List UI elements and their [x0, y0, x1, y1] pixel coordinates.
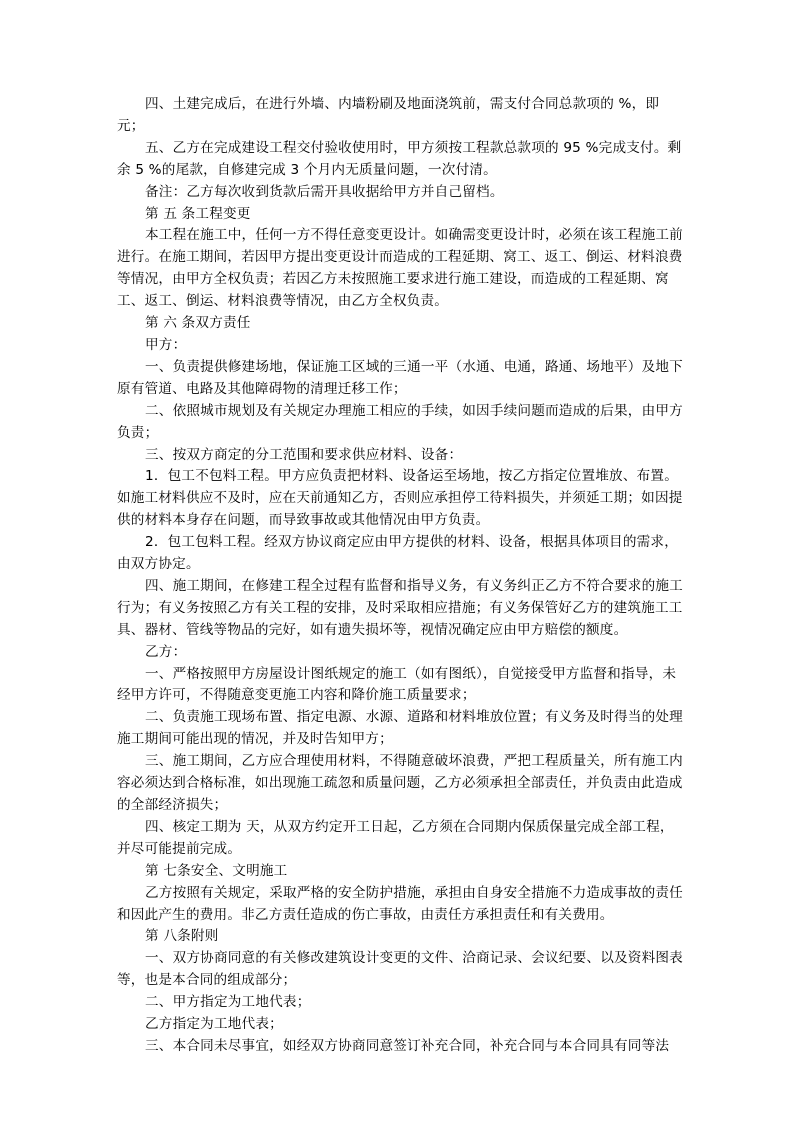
- paragraph-appendix-3: 三、本合同未尽事宜，如经双方协商同意签订补充合同，补充合同与本合同具有同等法: [145, 1037, 670, 1054]
- heading-article-6: 第 六 条双方责任: [145, 315, 251, 332]
- paragraph-note: 备注：乙方每次收到货款后需开具收据给甲方并自己留档。: [145, 183, 504, 200]
- paragraph-appendix-2b: 乙方指定为工地代表；: [145, 1016, 283, 1033]
- paragraph-party-a-3-1: 1．包工不包料工程。甲方应负责把材料、设备运至场地，按乙方指定位置堆放、布置。如施工材料供应不及时，应在天前通知乙方，否则应承担停工待料损失，并须延工期；如因提供的材料本身存在问题，而导致事故或其他情况由甲方负责。: [117, 468, 683, 529]
- paragraph-party-a-2: 二、依照城市规划及有关规定办理施工相应的手续，如因手续问题而造成的后果，由甲方负责；: [117, 402, 683, 441]
- label-party-b: 乙方：: [145, 643, 187, 660]
- paragraph-party-a-3-2: 2．包工包料工程。经双方协议商定应由甲方提供的材料、设备，根据具体项目的需求，由双方协定。: [117, 534, 679, 573]
- paragraph-party-a-4: 四、施工期间，在修建工程全过程有监督和指导义务，有义务纠正乙方不符合要求的施工行为；有义务按照乙方有关工程的安排，及时采取相应措施；有义务保管好乙方的建筑施工工具、器材、管线等物品的完好，如有遗失损坏等，视情况确定应由甲方赔偿的额度。: [117, 577, 683, 638]
- paragraph-appendix-2a: 二、甲方指定为工地代表；: [145, 994, 311, 1011]
- heading-article-8: 第 八条附则: [145, 928, 219, 945]
- heading-article-7: 第 七条安全、文明施工: [145, 862, 288, 879]
- heading-article-5: 第 五 条工程变更: [145, 205, 251, 222]
- paragraph-party-b-4: 四、核定工期为 天，从双方约定开工日起，乙方须在合同期内保质保量完成全部工程，并尽可能提前完成。: [117, 818, 674, 857]
- paragraph-payment-4: 四、土建完成后，在进行外墙、内墙粉刷及地面浇筑前，需支付合同总款项的 %，即 元；: [117, 96, 660, 134]
- paragraph-party-a-3: 三、按双方商定的分工范围和要求供应材料、设备：: [145, 446, 463, 463]
- paragraph-party-b-1: 一、严格按照甲方房屋设计图纸规定的施工（如有图纸），自觉接受甲方监督和指导，未经甲方许可，不得随意变更施工内容和降价施工质量要求；: [117, 665, 677, 704]
- paragraph-payment-5: 五、乙方在完成建设工程交付验收使用时，甲方须按工程款总款项的 95 %完成支付。剩余 5 %的尾款，自修建完成 3 个月内无质量问题，一次付清。: [117, 139, 682, 178]
- paragraph-party-a-1: 一、负责提供修建场地，保证施工区域的三通一平（水通、电通，路通、场地平）及地下原有管道、电路及其他障碍物的清理迁移工作；: [117, 358, 683, 397]
- paragraph-party-b-2: 二、负责施工现场布置、指定电源、水源、道路和材料堆放位置；有义务及时得当的处理施工期间可能出现的情况，并及时告知甲方；: [117, 709, 683, 748]
- paragraph-change-clause: 本工程在施工中，任何一方不得任意变更设计。如确需变更设计时，必须在该工程施工前进行。在施工期间，若因甲方提出变更设计而造成的工程延期、窝工、返工、倒运、材料浪费等情况，由甲方全权负责；若因乙方未按照施工要求进行施工建设，而造成的工程延期、窝工、返工、倒运、材料浪费等情况，由乙方全权负责。: [117, 227, 683, 310]
- paragraph-safety: 乙方按照有关规定，采取严格的安全防护措施，承担由自身安全措施不力造成事故的责任和因此产生的费用。非乙方责任造成的伤亡事故，由责任方承担责任和有关费用。: [117, 884, 683, 923]
- document-page: [117, 94, 683, 1058]
- paragraph-appendix-1: 一、双方协商同意的有关修改建筑设计变更的文件、洽商记录、会议纪要、以及资料图表等，也是本合同的组成部分；: [117, 950, 683, 989]
- paragraph-party-b-3: 三、施工期间，乙方应合理使用材料，不得随意破坏浪费，严把工程质量关，所有施工内容必须达到合格标准，如出现施工疏忽和质量问题，乙方必须承担全部责任，并负责由此造成的全部经济损失；: [117, 753, 683, 813]
- label-party-a: 甲方：: [145, 336, 187, 353]
